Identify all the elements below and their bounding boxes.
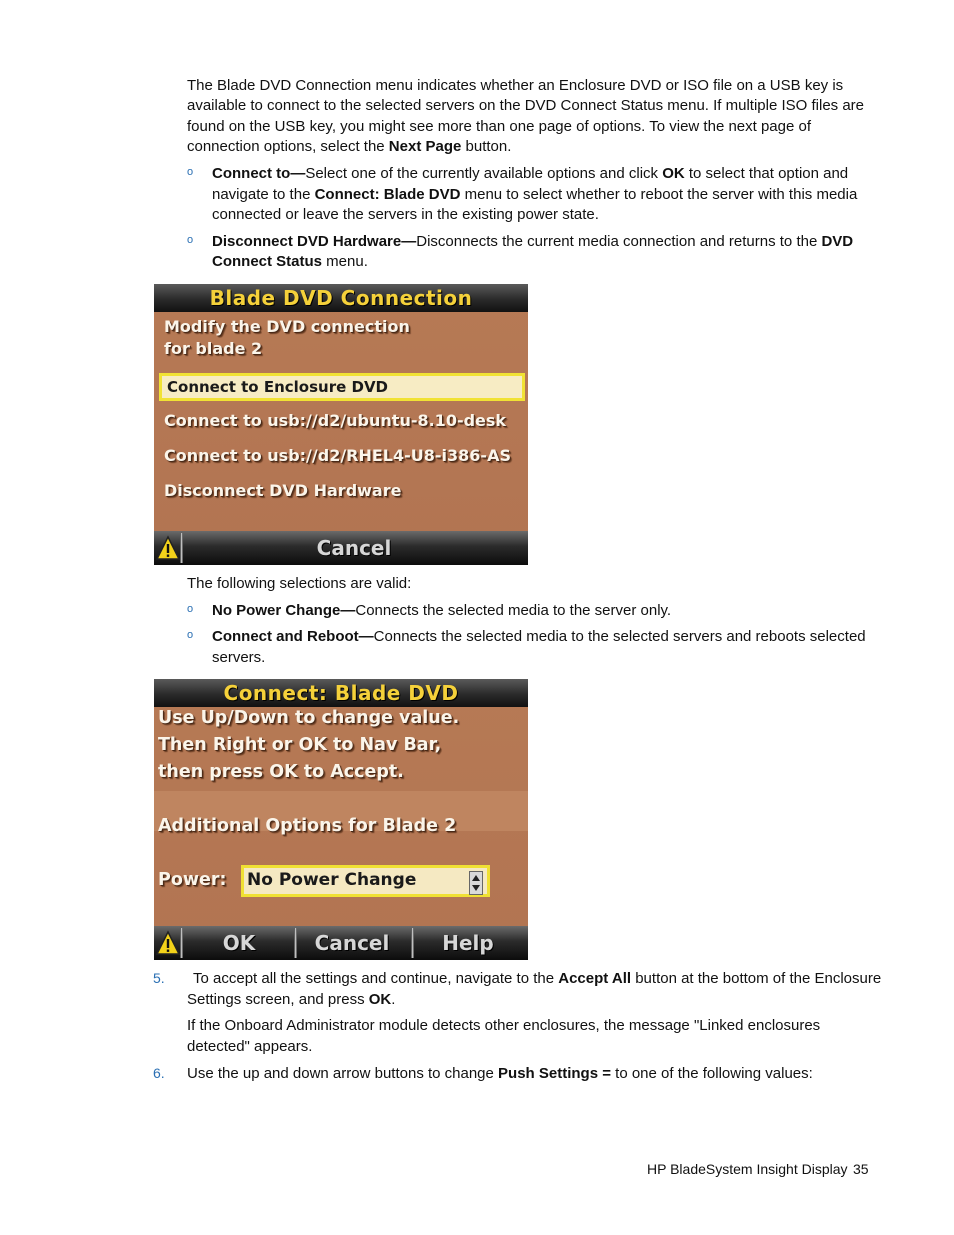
screen-subtitle-line-2: for blade 2 bbox=[164, 339, 263, 358]
warning-icon bbox=[156, 930, 180, 956]
bullet-no-power-change: No Power Change—Connects the selected media to the server only. bbox=[212, 602, 672, 619]
step-5-note-line-2: detected" appears. bbox=[187, 1038, 313, 1055]
step-5-note-line-1: If the Onboard Administrator module detects other enclosures, the message "Linked enclosures bbox=[187, 1017, 821, 1034]
additional-options-heading: Additional Options for Blade 2 bbox=[158, 816, 457, 836]
screen-title: Connect: Blade DVD bbox=[154, 679, 528, 707]
screen-nav-bar bbox=[154, 926, 528, 960]
nav-separator bbox=[294, 928, 297, 958]
power-select[interactable] bbox=[241, 865, 490, 897]
power-label: Power: bbox=[158, 870, 227, 890]
bullet-connect-to-line-3: connected or leave the servers in the existing power state. bbox=[212, 206, 599, 223]
nav-separator bbox=[180, 928, 183, 958]
bullet-marker: o bbox=[187, 234, 194, 246]
step-number: 6. bbox=[153, 1065, 165, 1081]
bullet-marker: o bbox=[187, 629, 194, 641]
help-line-2: Then Right or OK to Nav Bar, bbox=[158, 735, 442, 755]
warning-icon bbox=[156, 535, 180, 561]
step-5-line-1: To accept all the settings and continue, navigate to the Accept All button at the bottom of the Enclosure bbox=[193, 970, 882, 987]
intro-line-1: The Blade DVD Connection menu indicates whether an Enclosure DVD or ISO file on a USB key is bbox=[187, 77, 844, 94]
intro-line-3: found on the USB key, you might see more than one page of options. To view the next page of bbox=[187, 118, 812, 135]
cancel-button[interactable]: Cancel bbox=[316, 536, 392, 560]
screen-title: Blade DVD Connection bbox=[154, 284, 528, 312]
screen-subtitle-line-1: Modify the DVD connection bbox=[164, 317, 410, 336]
intro-line-2: available to connect to the selected servers on the DVD Connect Status menu. If multiple ISO files are bbox=[187, 97, 865, 114]
nav-separator bbox=[411, 928, 414, 958]
valid-selections-intro: The following selections are valid: bbox=[187, 575, 412, 592]
screen-nav-bar bbox=[154, 531, 528, 565]
footer-title: HP BladeSystem Insight Display bbox=[647, 1161, 848, 1177]
power-select-value: No Power Change bbox=[247, 870, 417, 890]
option-connect-enclosure-dvd[interactable] bbox=[159, 373, 525, 401]
help-button[interactable]: Help bbox=[442, 931, 494, 955]
step-5-line-2: Settings screen, and press OK. bbox=[187, 991, 396, 1008]
option-disconnect-dvd-hardware[interactable]: Disconnect DVD Hardware bbox=[164, 481, 402, 500]
blade-dvd-connection-screen bbox=[154, 284, 528, 565]
help-line-1: Use Up/Down to change value. bbox=[158, 708, 460, 728]
bullet-disconnect-line-2: Connect Status menu. bbox=[212, 253, 368, 270]
bullet-connect-reboot-line-1: Connect and Reboot—Connects the selected media to the selected servers and reboots selected bbox=[212, 628, 866, 645]
bullet-connect-reboot-line-2: servers. bbox=[212, 649, 266, 666]
option-label: Connect to Enclosure DVD bbox=[167, 378, 389, 396]
option-connect-usb-rhel[interactable]: Connect to usb://d2/RHEL4-U8-i386-AS bbox=[164, 446, 511, 465]
option-connect-usb-ubuntu[interactable]: Connect to usb://d2/ubuntu-8.10-desk bbox=[164, 411, 507, 430]
page-number: 35 bbox=[853, 1161, 869, 1177]
bullet-marker: o bbox=[187, 166, 194, 178]
bullet-disconnect-line-1: Disconnect DVD Hardware—Disconnects the current media connection and returns to the DVD bbox=[212, 233, 854, 250]
cancel-button[interactable]: Cancel bbox=[314, 931, 390, 955]
help-line-3: then press OK to Accept. bbox=[158, 762, 404, 782]
bullet-connect-to-line-2: navigate to the Connect: Blade DVD menu to select whether to reboot the server with this media bbox=[212, 186, 858, 203]
intro-line-4: connection options, select the Next Page button. bbox=[187, 138, 512, 155]
nav-separator bbox=[180, 533, 183, 563]
bullet-marker: o bbox=[187, 603, 194, 615]
bullet-connect-to-line-1: Connect to—Select one of the currently available options and click OK to select that option and bbox=[212, 165, 849, 182]
step-number: 5. bbox=[153, 970, 165, 986]
connect-blade-dvd-screen bbox=[154, 679, 528, 960]
spinner-arrows-icon[interactable] bbox=[469, 871, 483, 895]
step-6-line-1: Use the up and down arrow buttons to change Push Settings = to one of the following values: bbox=[187, 1065, 813, 1082]
ok-button[interactable]: OK bbox=[222, 931, 256, 955]
